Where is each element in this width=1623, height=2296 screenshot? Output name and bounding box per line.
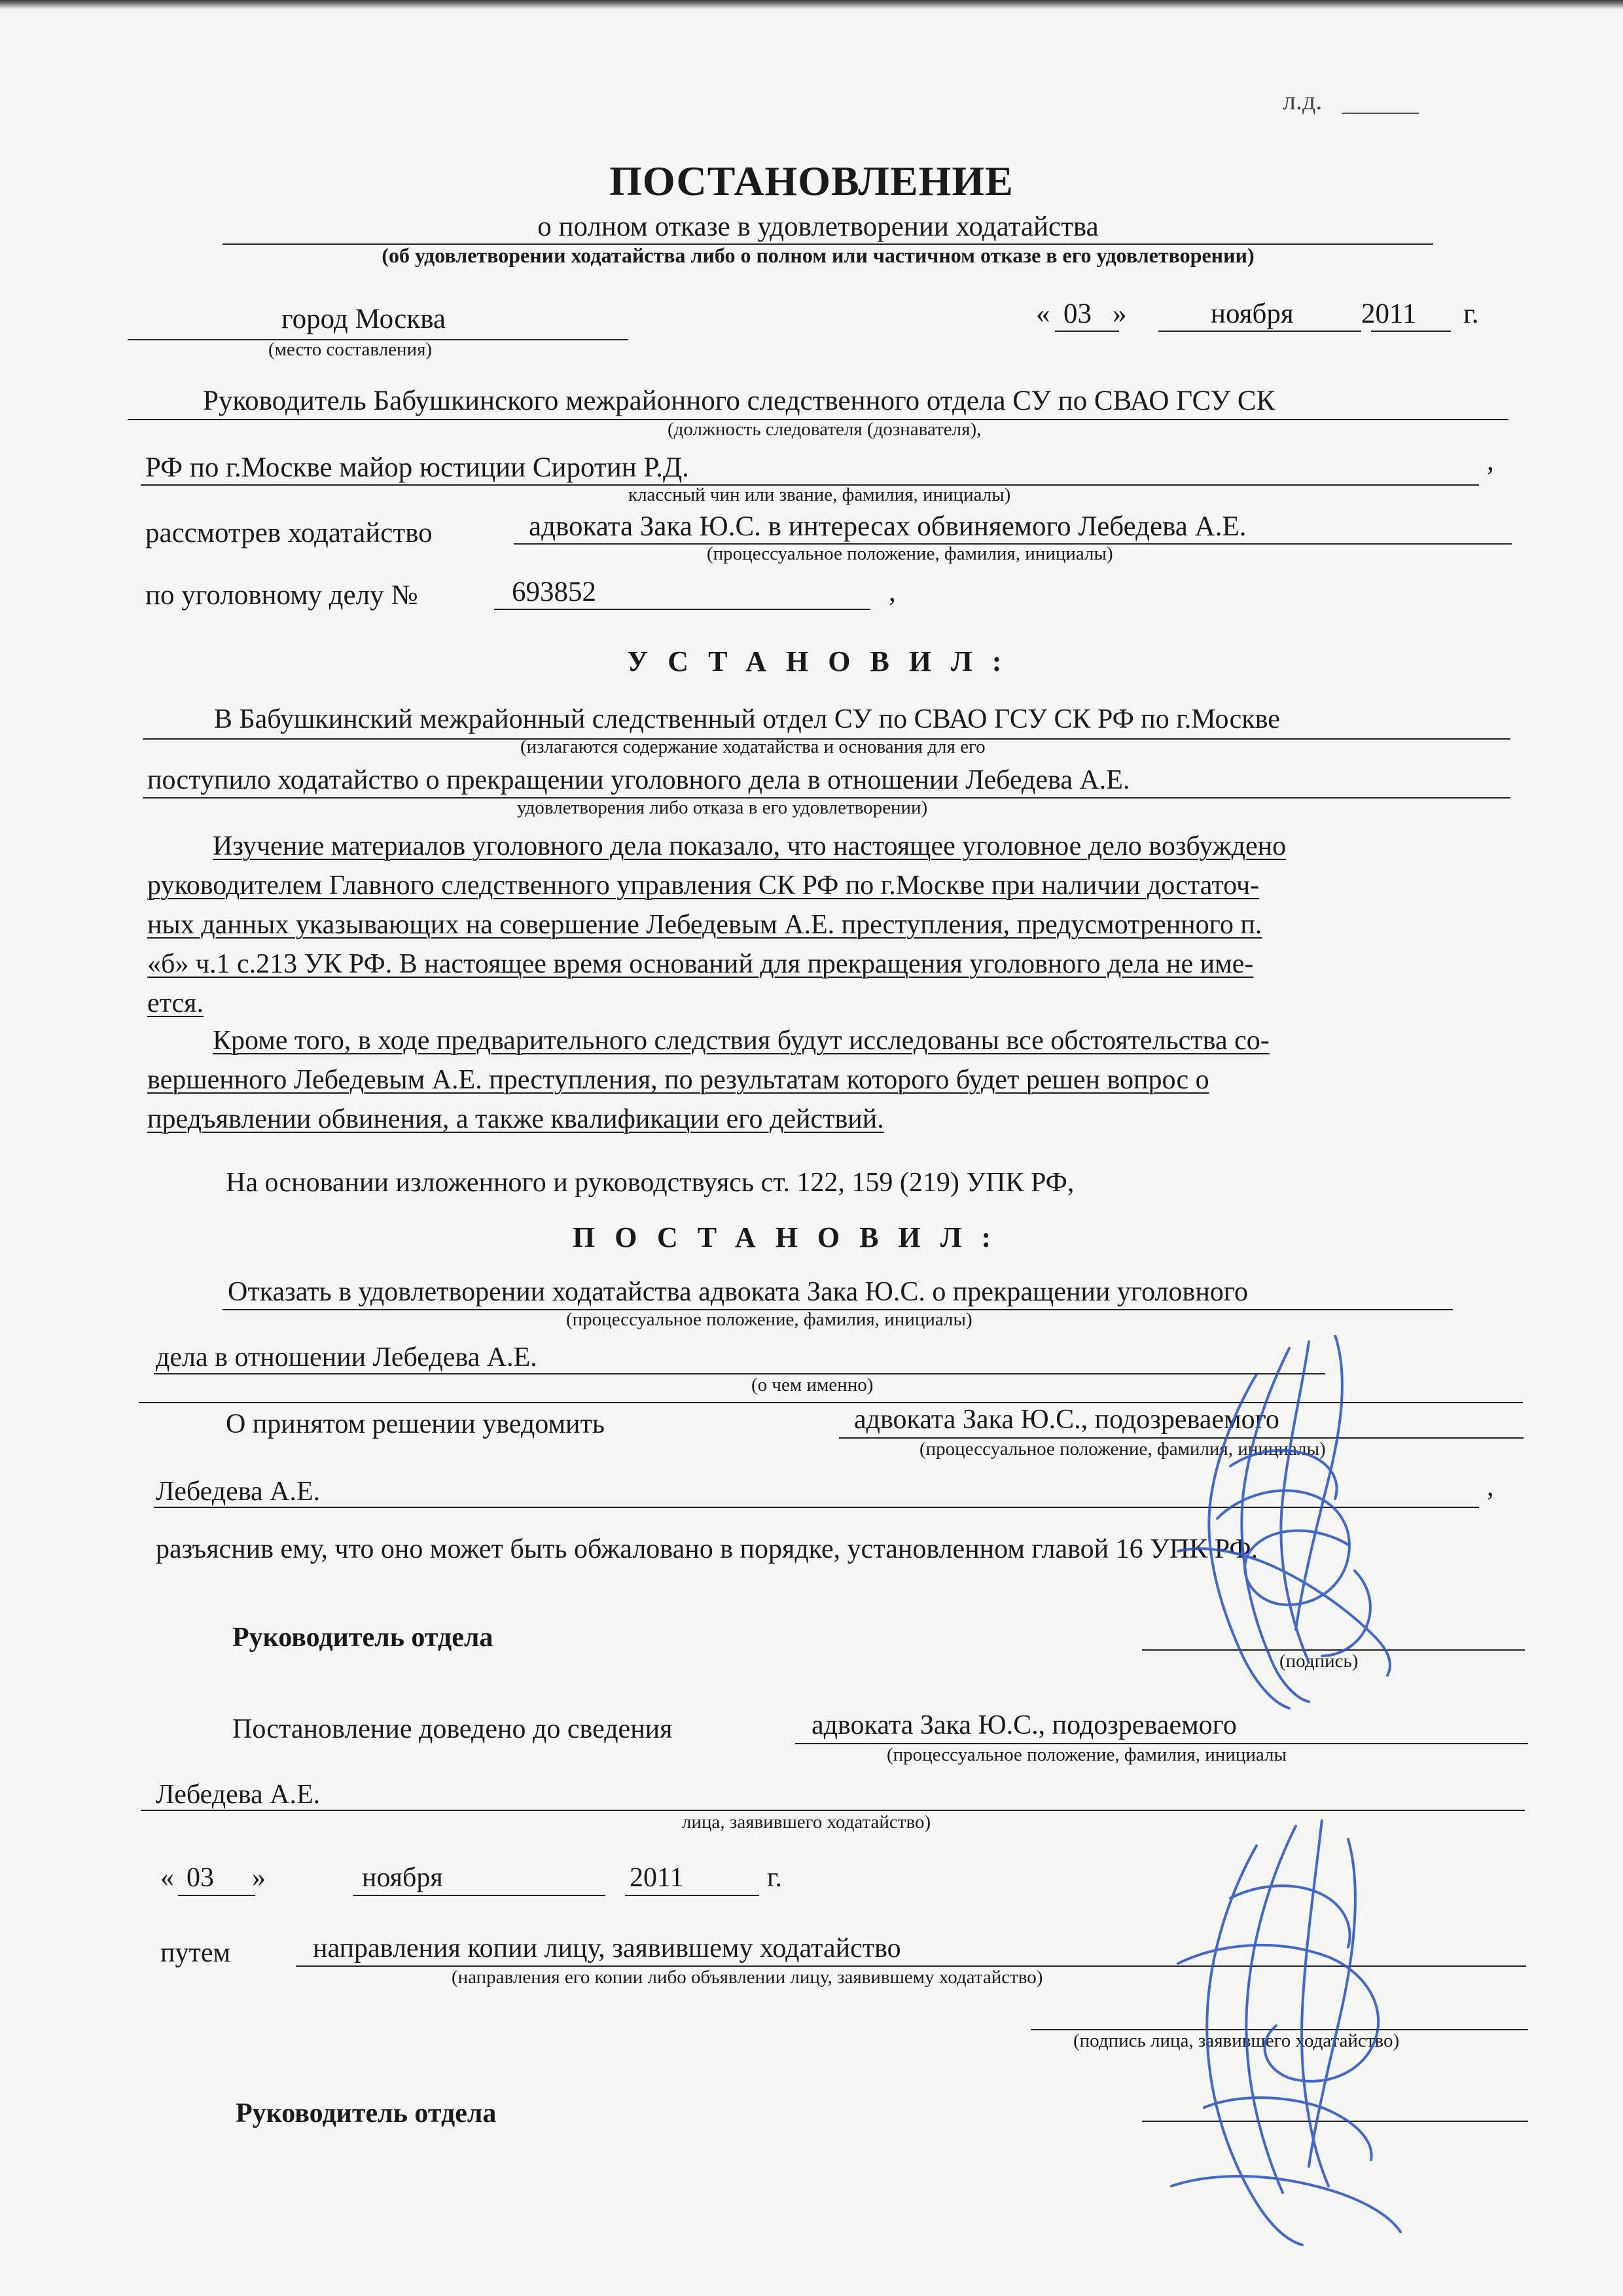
date-suffix: г. bbox=[1463, 298, 1479, 329]
delivered-date-suffix: г. bbox=[767, 1863, 782, 1893]
basis-text: На основании изложенного и руководствуясь ст. 122, 159 (219) УПК РФ, bbox=[226, 1168, 1075, 1198]
petition-label: рассмотрев ходатайство bbox=[145, 518, 433, 548]
delivered-method-value: направления копии лицу, заявившему ходатайство bbox=[313, 1933, 901, 1964]
notify-explain: разъяснив ему, что оно может быть обжаловано в порядке, установленном главой 16 УПК РФ. bbox=[156, 1534, 1258, 1564]
notify-label: О принятом решении уведомить bbox=[226, 1409, 605, 1439]
para1-line-2: руководителем Главного следственного управления СК РФ по г.Москве при наличии достаточ- bbox=[147, 870, 1260, 901]
notify-value: адвоката Зака Ю.С., подозреваемого bbox=[854, 1405, 1279, 1435]
head-label-1: Руководитель отдела bbox=[232, 1623, 493, 1653]
document-title: ПОСТАНОВЛЕНИЕ bbox=[609, 158, 1014, 204]
date-year: 2011 bbox=[1361, 298, 1417, 329]
petition-value: адвоката Зака Ю.С. в интересах обвиняемого Лебедева А.Е. bbox=[529, 511, 1247, 542]
para1-line-5: ется. bbox=[147, 988, 204, 1018]
date-month-line bbox=[1158, 331, 1361, 332]
head-label-2: Руководитель отдела bbox=[236, 2098, 497, 2128]
date-month: ноября bbox=[1211, 298, 1294, 329]
case-comma: , bbox=[889, 577, 896, 607]
resolved-caption-2: (о чем именно) bbox=[751, 1374, 874, 1395]
notify-comma: , bbox=[1487, 1472, 1494, 1502]
resolved-extra-rule bbox=[139, 1402, 1523, 1403]
resolved-caption-1: (процессуальное положение, фамилия, инициалы) bbox=[566, 1309, 972, 1330]
case-page-label: л.д. bbox=[1283, 86, 1323, 115]
subtitle-caption: (об удовлетворении ходатайства либо о полном или частичном отказе в его удовлетворении) bbox=[382, 243, 1255, 267]
signature-rule-2 bbox=[1142, 2121, 1528, 2122]
date-day: 03 bbox=[1063, 298, 1092, 329]
delivered-caption: (процессуальное положение, фамилия, инициалы bbox=[887, 1744, 1287, 1765]
established-line-1: В Бабушкинский межрайонный следственный отдел СУ по СВАО ГСУ СК РФ по г.Москве bbox=[214, 704, 1280, 734]
date-close-quote: » bbox=[1113, 298, 1127, 329]
case-number: 693852 bbox=[512, 577, 596, 607]
para2-line-3: предъявлении обвинения, а также квалификации его действий. bbox=[147, 1104, 884, 1134]
resolved-heading: ПОСТАНОВИЛ: bbox=[573, 1221, 1011, 1253]
delivered-method-label: путем bbox=[160, 1938, 231, 1968]
para2-line-2: вершенного Лебедевым А.Е. преступления, по результатам которого будет решен вопрос о bbox=[147, 1065, 1209, 1095]
delivered-caption-2: лица, заявившего ходатайство) bbox=[682, 1812, 931, 1833]
para1-line-1: Изучение материалов уголовного дела показало, что настоящее уголовное дело возбуждено bbox=[213, 831, 1287, 861]
delivered-date-month: ноября bbox=[362, 1863, 443, 1893]
para2-line-1: Кроме того, в ходе предварительного следствия будут исследованы все обстоятельства со- bbox=[213, 1026, 1270, 1056]
petition-caption: (процессуальное положение, фамилия, инициалы) bbox=[707, 543, 1113, 564]
notify-line-2: Лебедева А.Е. bbox=[156, 1477, 321, 1507]
delivered-method-caption: (направления его копии либо объявлении лицу, заявившему ходатайство) bbox=[452, 1967, 1043, 1988]
notify-line-2-rule bbox=[154, 1507, 1479, 1508]
delivered-value: адвоката Зака Ю.С., подозреваемого bbox=[812, 1710, 1237, 1740]
resolved-line-2: дела в отношении Лебедева А.Е. bbox=[156, 1342, 537, 1372]
case-label: по уголовному делу № bbox=[145, 580, 418, 611]
delivered-line-2: Лебедева А.Е. bbox=[156, 1780, 321, 1810]
delivered-date-open: « bbox=[160, 1863, 174, 1893]
place-value: город Москва bbox=[281, 304, 446, 334]
date-open-quote: « bbox=[1036, 298, 1050, 329]
handwritten-signature-1 bbox=[1139, 1335, 1414, 1715]
delivered-date-close: » bbox=[252, 1863, 266, 1893]
delivered-label: Постановление доведено до сведения bbox=[232, 1714, 673, 1744]
established-caption-2: удовлетворения либо отказа в его удовлетворении) bbox=[517, 797, 928, 818]
applicant-sign-caption: (подпись лица, заявившего ходатайство) bbox=[1073, 2030, 1400, 2051]
delivered-date-day: 03 bbox=[187, 1863, 214, 1893]
delivered-day-rule bbox=[178, 1895, 255, 1896]
official-caption-2: классный чин или звание, фамилия, инициалы) bbox=[628, 484, 1011, 505]
scan-edge-shadow bbox=[0, 0, 1623, 9]
delivered-year-rule bbox=[625, 1895, 759, 1896]
document-subtitle: о полном отказе в удовлетворении ходатайства bbox=[537, 211, 1099, 242]
signature-caption-1: (подпись) bbox=[1279, 1651, 1359, 1672]
place-caption: (место составления) bbox=[268, 339, 433, 360]
case-page-line bbox=[1342, 113, 1419, 114]
resolved-line-1: Отказать в удовлетворении ходатайства адвоката Зака Ю.С. о прекращении уголовного bbox=[228, 1277, 1248, 1307]
official-line-2: РФ по г.Москве майор юстиции Сиротин Р.Д. bbox=[145, 452, 689, 483]
delivered-line-2-rule bbox=[141, 1810, 1525, 1811]
case-rule bbox=[494, 609, 870, 610]
notify-caption: (процессуальное положение, фамилия, инициалы) bbox=[919, 1439, 1326, 1460]
date-day-line bbox=[1055, 331, 1119, 332]
para1-line-3: ных данных указывающих на совершение Лебедевым А.Е. преступления, предусмотренного п. bbox=[147, 910, 1262, 940]
resolved-line-2-rule bbox=[154, 1373, 1325, 1374]
established-caption-1: (излагаются содержание ходатайства и основания для его bbox=[520, 736, 986, 757]
delivered-date-year: 2011 bbox=[630, 1863, 684, 1893]
delivered-month-rule bbox=[353, 1895, 605, 1896]
date-year-line bbox=[1371, 331, 1451, 332]
official-caption-1: (должность следователя (дознавателя), bbox=[668, 419, 982, 440]
official-line-1: Руководитель Бабушкинского межрайонного следственного отдела СУ по СВАО ГСУ СК bbox=[203, 386, 1275, 416]
established-heading: УСТАНОВИЛ: bbox=[627, 645, 1022, 677]
official-comma: , bbox=[1487, 446, 1494, 476]
established-line-2: поступило ходатайство о прекращении уголовного дела в отношении Лебедева А.Е. bbox=[147, 765, 1130, 795]
para1-line-4: «б» ч.1 с.213 УК РФ. В настоящее время оснований для прекращения уголовного дела не име- bbox=[147, 949, 1254, 979]
